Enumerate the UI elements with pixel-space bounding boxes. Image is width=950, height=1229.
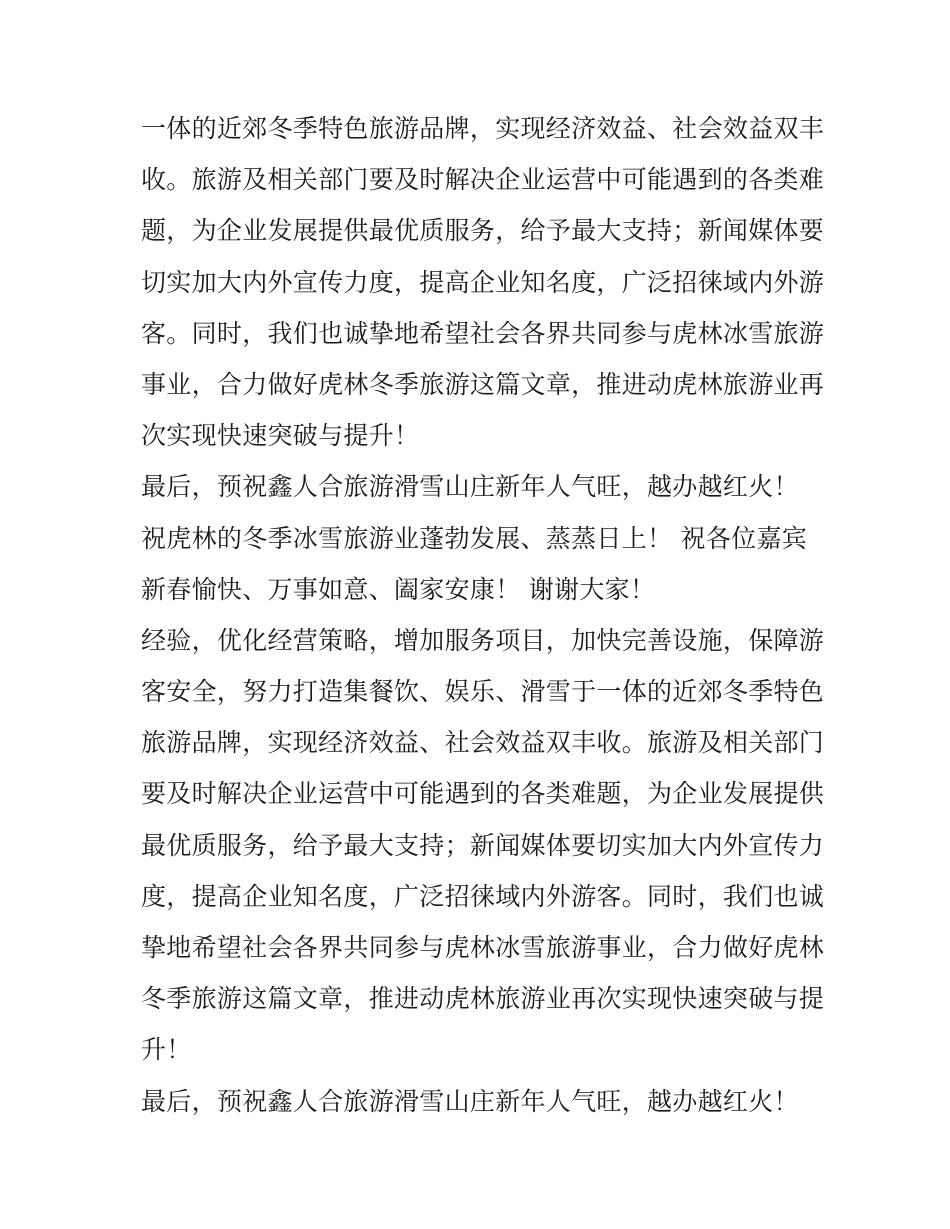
text-line: 度，提高企业知名度，广泛招徕域内外游客。同时，我们也诚 (141, 881, 825, 911)
text-line: 切实加大内外宣传力度，提高企业知名度，广泛招徕域内外游 (141, 267, 825, 297)
text-line: 收。旅游及相关部门要及时解决企业运营中可能遇到的各类难 (141, 165, 825, 195)
body-text (141, 103, 825, 1127)
text-line: 旅游品牌，实现经济效益、社会效益双丰收。旅游及相关部门 (141, 728, 825, 758)
text-line: 升！ (141, 1035, 192, 1065)
text-line: 经验，优化经营策略，增加服务项目，加快完善设施，保障游 (141, 625, 825, 655)
text-line: 最后，预祝鑫人合旅游滑雪山庄新年人气旺，越办越红火！ (141, 1086, 799, 1116)
text-line: 题，为企业发展提供最优质服务，给予最大支持；新闻媒体要 (141, 216, 825, 246)
text-line: 客。同时，我们也诚挚地希望社会各界共同参与虎林冰雪旅游 (141, 318, 825, 348)
text-line: 祝虎林的冬季冰雪旅游业蓬勃发展、蒸蒸日上！ 祝各位嘉宾 (141, 523, 808, 553)
text-line: 要及时解决企业运营中可能遇到的各类难题，为企业发展提供 (141, 779, 825, 809)
text-line: 最后，预祝鑫人合旅游滑雪山庄新年人气旺，越办越红火！ (141, 472, 799, 502)
text-line: 客安全，努力打造集餐饮、娱乐、滑雪于一体的近郊冬季特色 (141, 677, 825, 707)
text-line: 新春愉快、万事如意、阖家安康！ 谢谢大家！ (141, 574, 656, 604)
text-line: 事业，合力做好虎林冬季旅游这篇文章，推进动虎林旅游业再 (141, 369, 825, 399)
text-line: 次实现快速突破与提升！ (141, 421, 420, 451)
text-line: 最优质服务，给予最大支持；新闻媒体要切实加大内外宣传力 (141, 830, 825, 860)
text-line: 一体的近郊冬季特色旅游品牌，实现经济效益、社会效益双丰 (141, 114, 825, 143)
text-line: 挚地希望社会各界共同参与虎林冰雪旅游事业，合力做好虎林 (141, 933, 825, 962)
text-line: 冬季旅游这篇文章，推进动虎林旅游业再次实现快速突破与提 (141, 984, 825, 1014)
